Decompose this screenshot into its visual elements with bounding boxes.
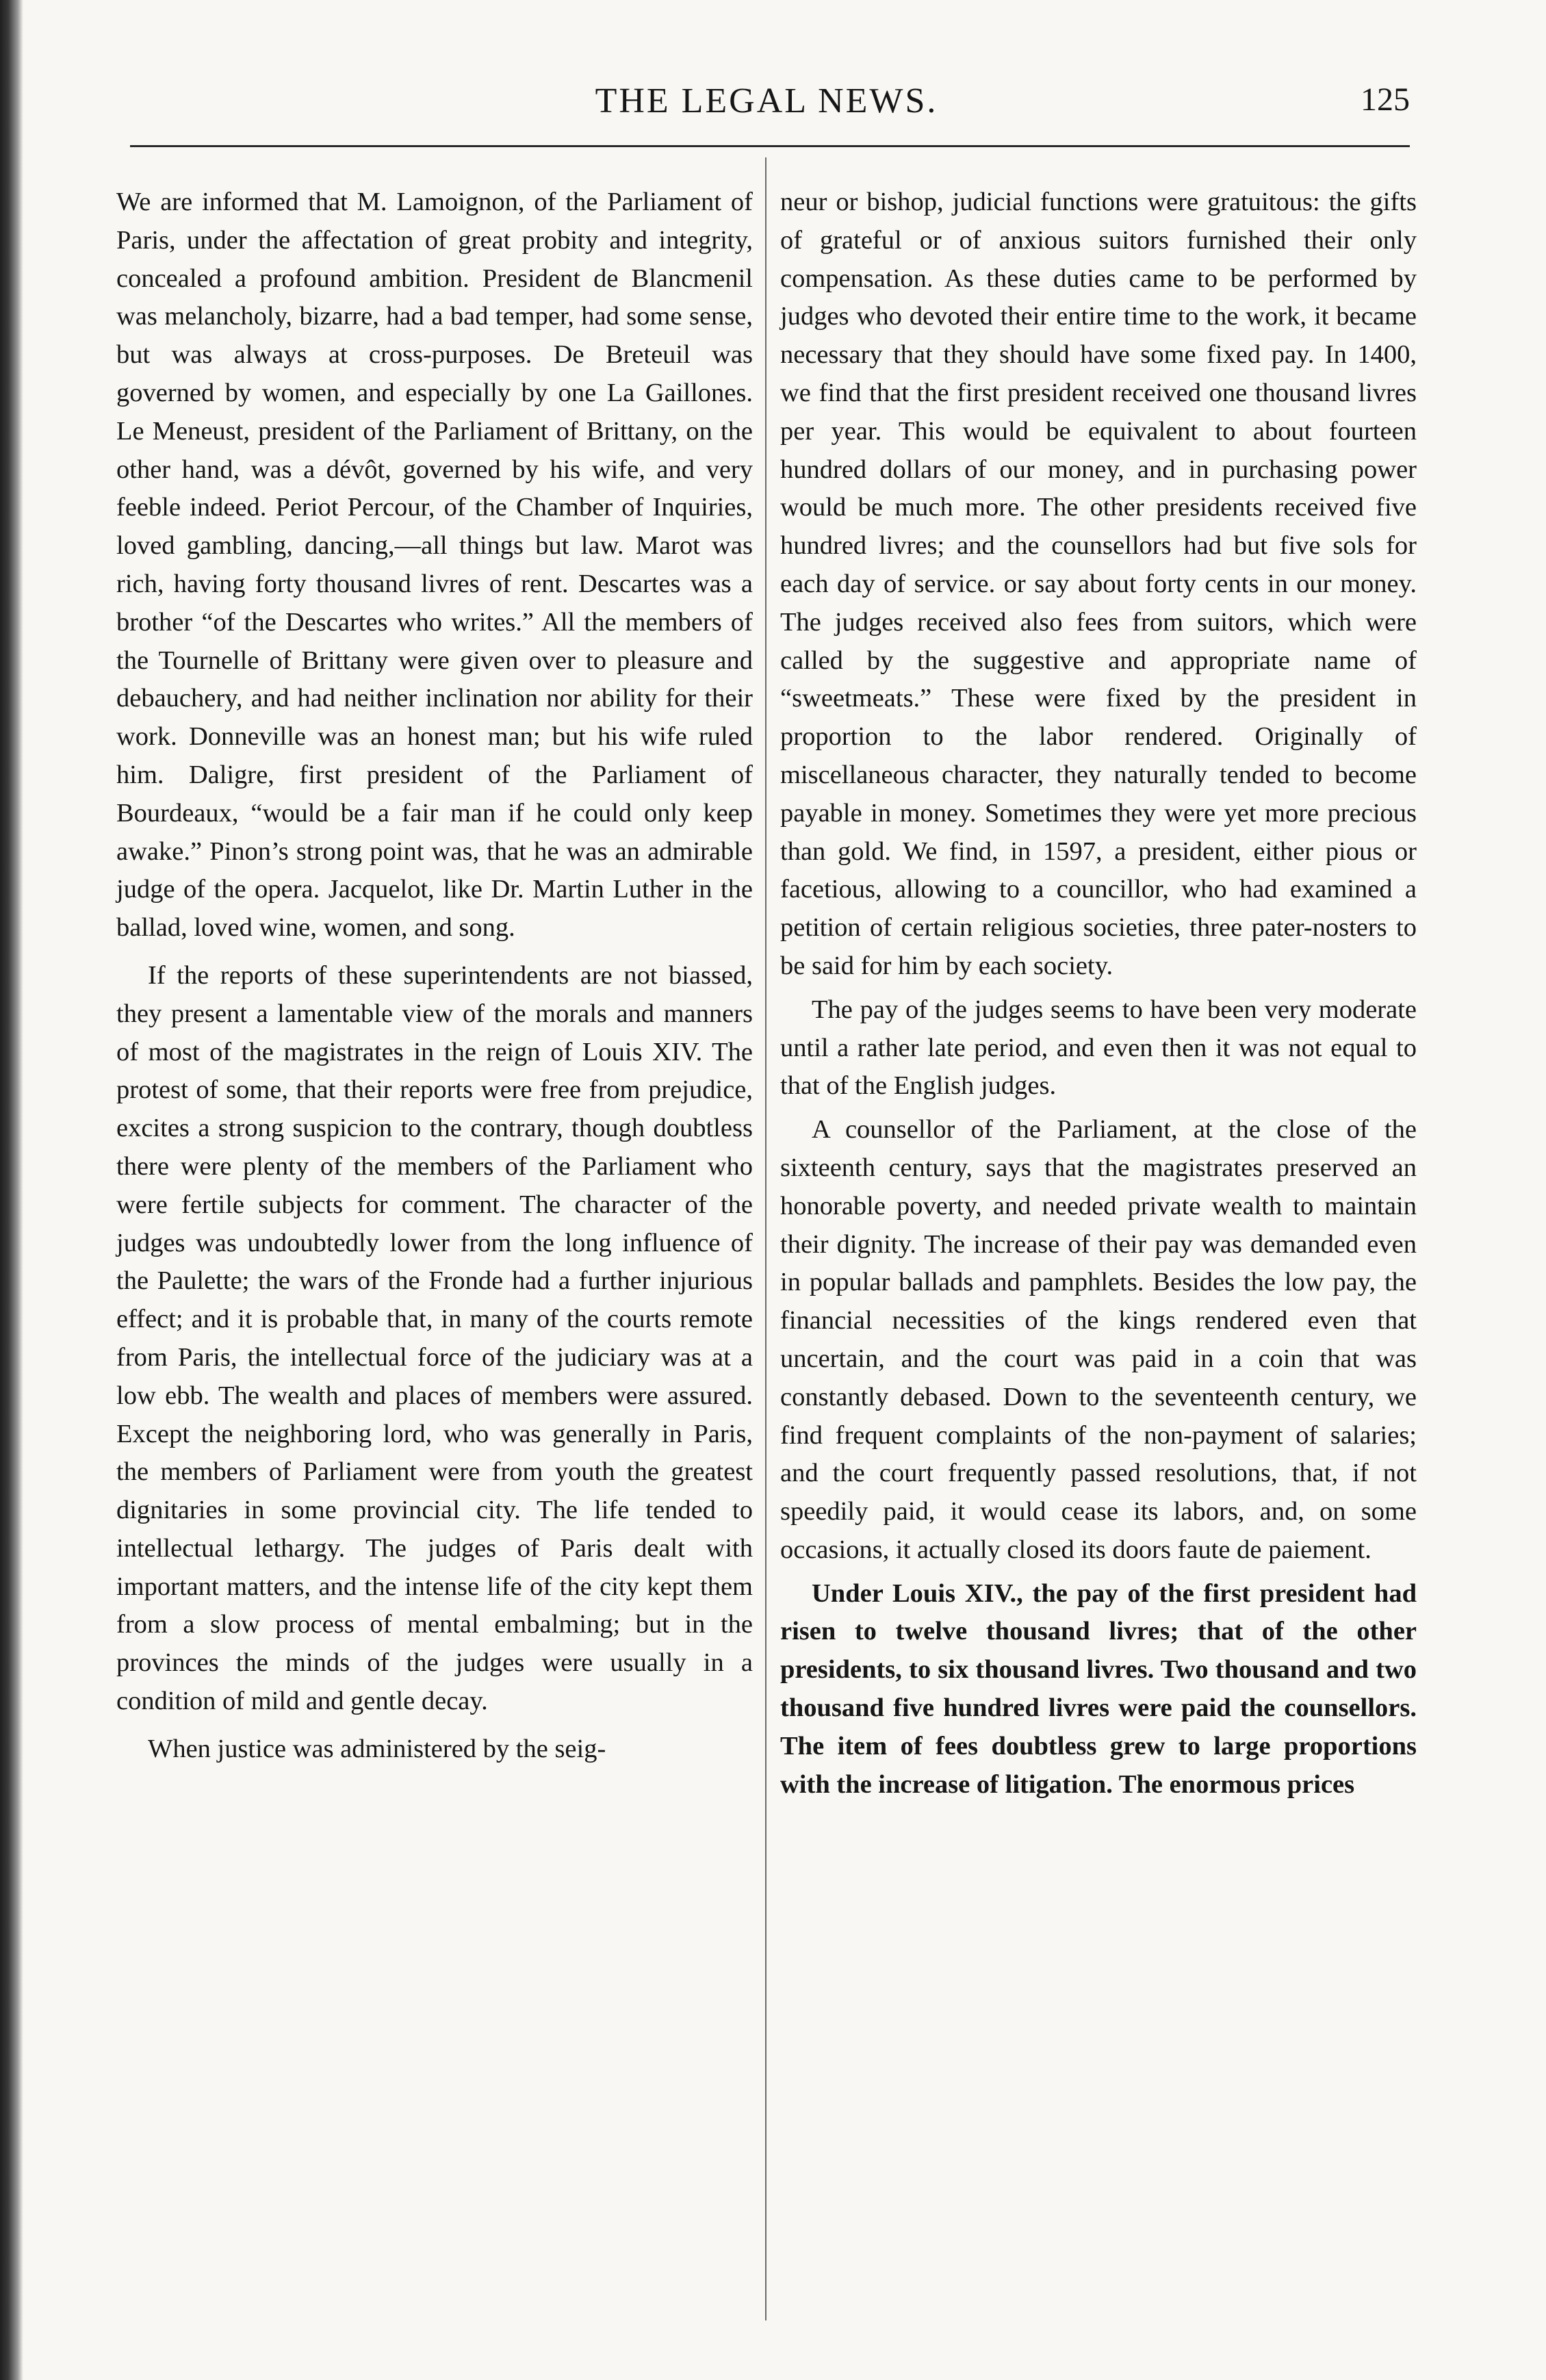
left-column [116, 183, 753, 1778]
right-column [780, 183, 1417, 1809]
column-divider [765, 157, 766, 2320]
page-header [123, 81, 1410, 129]
paragraph: Under Louis XIV., the pay of the first president had risen to twelve thousand livres; that of the other presidents, to six thousand livres. Two thousand and two thousand five hundred livres were paid the counsellors. The item of fees doubtless grew to large proportions with the increase of litigation. The enormous prices [780, 1578, 1417, 1799]
paragraph: The pay of the judges seems to have been very moderate until a rather late period, and even then it was not equal to that of the English judges. [780, 995, 1417, 1101]
paragraph: A counsellor of the Parliament, at the close of the sixteenth century, says that the magistrates preserved an honorable poverty, and needed private wealth to maintain their dignity. The increase of their pay was demanded even in popular ballads and pamphlets. Besides the low pay, the financial necessities of the kings rendered even that uncertain, and the court was paid in a coin that was constantly debased. Down to the seventeenth century, we find frequent complaints of the non-payment of salaries; and the court frequently passed resolutions, that, if not speedily paid, it would cease its labors, and, on some occasions, it actually closed its doors faute de paiement. [780, 1115, 1417, 1564]
header-rule [130, 145, 1410, 147]
paragraph: We are informed that M. Lamoignon, of the Parliament of Paris, under the affectation of great probity and integrity, concealed a profound ambition. President de Blancmenil was melancholy, bizarre, had a bad temper, had some sense, but was always at cross-purposes. De Breteuil was governed by women, and especially by one La Gaillones. Le Meneust, president of the Parliament of Brittany, on the other hand, was a dévôt, governed by his wife, and very feeble indeed. Periot Percour, of the Chamber of Inquiries, loved gambling, dancing,—all things but law. Marot was rich, having forty thousand livres of rent. Descartes was a brother “of the Descartes who writes.” All the members of the Tournelle of Brittany were given over to pleasure and debauchery, and had neither inclination nor ability for their work. Donneville was an honest man; but his wife ruled him. Daligre, first president of the Parliament of Bourdeaux, “would be a fair man if he could only keep awake.” Pinon’s strong point was, that he was an admirable judge of the opera. Jacquelot, like Dr. Martin Luther in the ballad, loved wine, women, and song. [116, 188, 753, 943]
running-title: THE LEGAL NEWS. [595, 81, 938, 120]
paragraph: If the reports of these superintendents are not biassed, they present a lamentable view of the morals and manners of most of the magistrates in the reign of Louis XIV. The protest of some, that their reports were free from prejudice, excites a strong suspicion to the contrary, though doubtless there were plenty of the members of the Parliament who were fertile subjects for comment. The character of the judges was undoubtedly lower from the long influence of the Paulette; the wars of the Fronde had a further injurious effect; and it is probable that, in many of the courts remote from Paris, the intellectual force of the judiciary was at a low ebb. The wealth and places of members were assured. Except the neighboring lord, who was generally in Paris, the members of Parliament were from youth the greatest dignitaries in some provincial city. The life tended to intellectual lethargy. The judges of Paris dealt with important matters, and the intense life of the city kept them from a slow process of mental embalming; but in the provinces the minds of the judges were usually in a condition of mild and gentle decay. [116, 960, 753, 1716]
page-binding-edge [0, 0, 23, 2380]
paragraph: neur or bishop, judicial functions were gratuitous: the gifts of grateful or of anxious suitors furnished their only compensation. As these duties came to be performed by judges who devoted their entire time to the work, it became necessary that they should have some fixed pay. In 1400, we find that the first president received one thousand livres per year. This would be equivalent to about fourteen hundred dollars of our money, and in purchasing power would be much more. The other presidents received five hundred livres; and the counsellors had but five sols for each day of service. or say about forty cents in our money. The judges received also fees from suitors, which were called by the suggestive and appropriate name of “sweetmeats.” These were fixed by the president in proportion to the labor rendered. Originally of miscellaneous character, they naturally tended to become payable in money. Sometimes they were yet more precious than gold. We find, in 1597, a president, either pious or facetious, allowing to a councillor, who had examined a petition of certain religious societies, three pater-nosters to be said for him by each society. [780, 188, 1417, 980]
paragraph: When justice was administered by the seig- [148, 1734, 606, 1763]
page-number: 125 [1361, 81, 1410, 118]
